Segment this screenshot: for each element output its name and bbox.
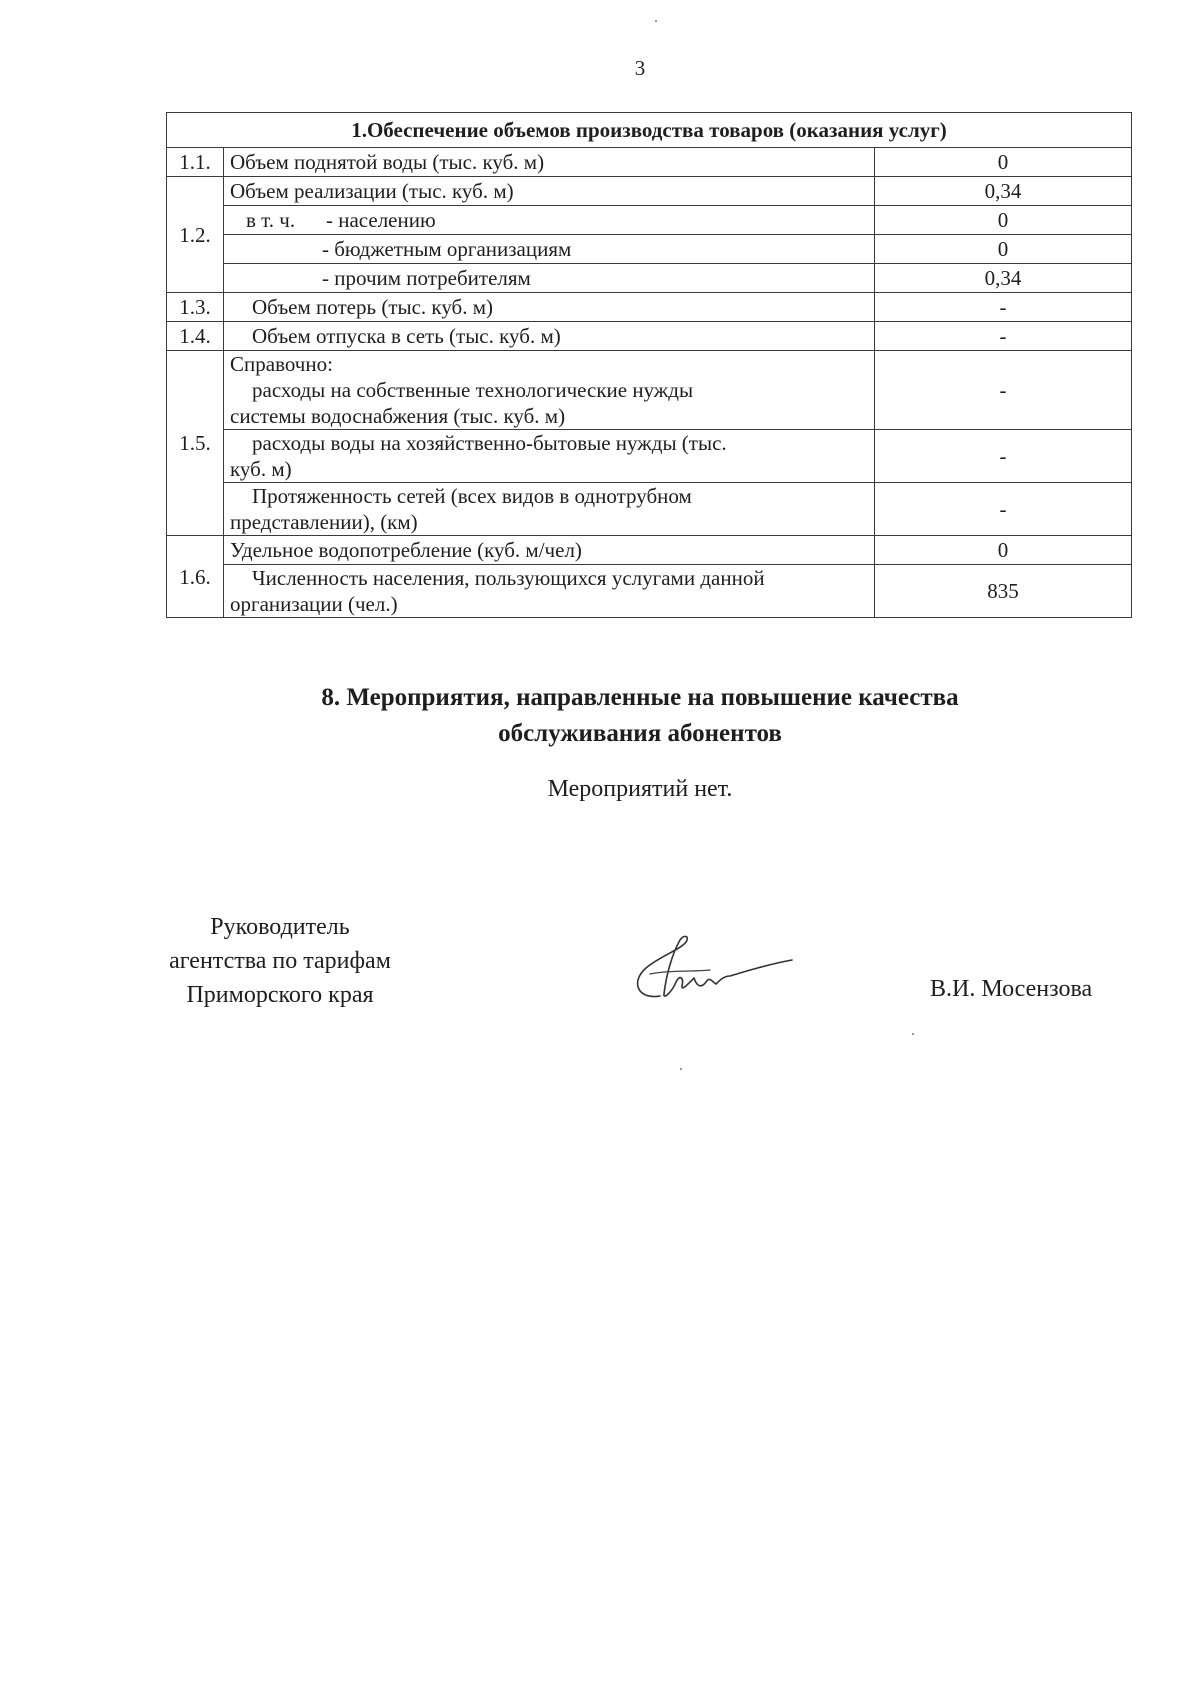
- row-label-line: организации (чел.): [230, 592, 398, 616]
- scan-speck: [912, 1033, 914, 1035]
- row-label-split: [224, 206, 875, 235]
- row-label: - населению: [326, 208, 436, 232]
- row-label-line: представлении), (км): [230, 510, 418, 534]
- handwritten-signature: [620, 930, 800, 1010]
- table-row-1-2: [167, 177, 1132, 206]
- section-8-title: [150, 680, 1130, 752]
- row-label: Объем отпуска в сеть (тыс. куб. м): [224, 322, 875, 351]
- row-label: Объем поднятой воды (тыс. куб. м): [224, 148, 875, 177]
- row-label: - бюджетным организациям: [224, 235, 875, 264]
- row-label-line: куб. м): [230, 457, 292, 481]
- row-value: 0: [875, 206, 1132, 235]
- table-row-1-1: [167, 148, 1132, 177]
- row-value: 0: [875, 148, 1132, 177]
- page-number: 3: [634, 56, 646, 80]
- table-row-1-6-a: [167, 536, 1132, 565]
- row-prefix: в т. ч.: [246, 208, 296, 232]
- row-number: 1.6.: [167, 536, 224, 618]
- table-header: 1.Обеспечение объемов производства товаров (оказания услуг): [167, 113, 1132, 148]
- row-number: 1.5.: [167, 351, 224, 536]
- row-value: -: [875, 351, 1132, 430]
- row-label: Объем потерь (тыс. куб. м): [224, 293, 875, 322]
- row-number: 1.2.: [167, 177, 224, 293]
- row-label-line: Протяженность сетей (всех видов в однотрубном: [252, 484, 692, 508]
- production-volume-table: [166, 112, 1132, 618]
- table-row-1-6-b: [167, 565, 1132, 618]
- row-value: 0: [875, 235, 1132, 264]
- signer-title-line: Приморского края: [186, 982, 374, 1008]
- row-label: Объем реализации (тыс. куб. м): [224, 177, 875, 206]
- table-header-row: [167, 113, 1132, 148]
- row-number: 1.4.: [167, 322, 224, 351]
- row-label-line: системы водоснабжения (тыс. куб. м): [230, 404, 566, 428]
- signer-name: В.И. Мосензова: [930, 976, 1093, 1002]
- row-label-line: расходы на собственные технологические нужды: [252, 378, 694, 402]
- row-label-line: Справочно:: [230, 352, 333, 376]
- row-number: 1.1.: [167, 148, 224, 177]
- table-row-1-4: [167, 322, 1132, 351]
- section-8-text: Мероприятий нет.: [547, 776, 733, 802]
- row-label: Удельное водопотребление (куб. м/чел): [224, 536, 875, 565]
- row-value: 0,34: [875, 264, 1132, 293]
- table-row-1-2-population: [167, 206, 1132, 235]
- scan-speck: [655, 20, 657, 22]
- table-row-1-5-b: [167, 430, 1132, 483]
- signer-title: [130, 910, 430, 1012]
- row-label: - прочим потребителям: [224, 264, 875, 293]
- section-title-line: 8. Мероприятия, направленные на повышение качества: [321, 684, 959, 711]
- table-row-1-5-a: [167, 351, 1132, 430]
- signer-title-line: агентства по тарифам: [169, 948, 391, 974]
- row-label-multiline: [224, 430, 875, 483]
- row-value: 0,34: [875, 177, 1132, 206]
- row-label-line: расходы воды на хозяйственно-бытовые нужды (тыс.: [252, 431, 727, 455]
- table-row-1-2-other: [167, 264, 1132, 293]
- table-row-1-5-c: [167, 483, 1132, 536]
- row-value: -: [875, 322, 1132, 351]
- row-label-multiline: [224, 565, 875, 618]
- table-row-1-3: [167, 293, 1132, 322]
- row-value: -: [875, 430, 1132, 483]
- scan-speck: [680, 1068, 682, 1070]
- row-value: 0: [875, 536, 1132, 565]
- row-label-multiline: [224, 351, 875, 430]
- row-label-line: Численность населения, пользующихся услугами данной: [252, 566, 765, 590]
- row-number: 1.3.: [167, 293, 224, 322]
- section-title-line: обслуживания абонентов: [498, 720, 782, 747]
- signer-title-line: Руководитель: [210, 914, 350, 940]
- row-value: -: [875, 483, 1132, 536]
- row-value: -: [875, 293, 1132, 322]
- row-value: 835: [875, 565, 1132, 618]
- table-row-1-2-budget: [167, 235, 1132, 264]
- row-label-multiline: [224, 483, 875, 536]
